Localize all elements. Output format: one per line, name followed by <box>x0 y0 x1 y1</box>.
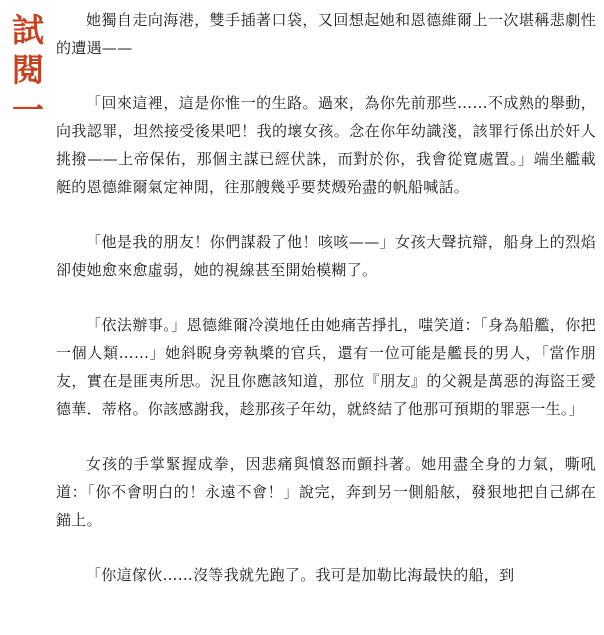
paragraph-1: 她獨自走向海港，雙手插著口袋，又回想起她和恩德維爾上一次堪稱悲劇性的遭遇—— <box>56 11 596 57</box>
trial-read-stamp <box>10 10 46 130</box>
stamp-char-1: 試 <box>11 11 44 49</box>
stamp-char-2: 閱 <box>11 51 44 89</box>
paragraph-6: 「你這傢伙……沒等我就先跑了。我可是加勒比海最快的船，到 <box>86 566 515 584</box>
text-body <box>56 6 596 616</box>
paragraph-2: 「回來這裡，這是你惟一的生路。過來，為你先前那些……不成熟的舉動，向我認罪，坦然接受後果吧！我的壞女孩。念在你年幼識淺，該罪行係出於奸人挑撥——上帝保佑，那個主謀已經伏誅，而對於你，我會從寬處置。」端坐艦載艇的恩德維爾氣定神閒，往那艘幾乎要焚燬殆盡的帆船喊話。 <box>56 94 596 196</box>
stamp-char-3: 一 <box>11 91 44 129</box>
paragraph-3: 「他是我的朋友！你們謀殺了他！咳咳——」女孩大聲抗辯，船身上的烈焰卻使她愈來愈虛弱，她的視線甚至開始模糊了。 <box>56 233 596 279</box>
paragraph-4: 「依法辦事。」恩德維爾冷漠地任由她痛苦掙扎，嗤笑道：「身為船艦，你把一個人類……」她斜睨身旁執槳的官兵，還有一位可能是艦長的男人，「當作朋友，實在是匪夷所思。況且你應該知道，那位『朋友』的父親是萬惡的海盜王愛德華．蒂格。你該感謝我，趁那孩子年幼，就終結了他那可預期的罪惡一生。」 <box>56 316 596 418</box>
paragraph-5: 女孩的手掌緊握成拳，因悲痛與憤怒而顫抖著。她用盡全身的力氣，嘶吼道：「你不會明白的！永遠不會！」說完，奔到另一側船舷，發狠地把自己綁在錨上。 <box>56 455 596 529</box>
